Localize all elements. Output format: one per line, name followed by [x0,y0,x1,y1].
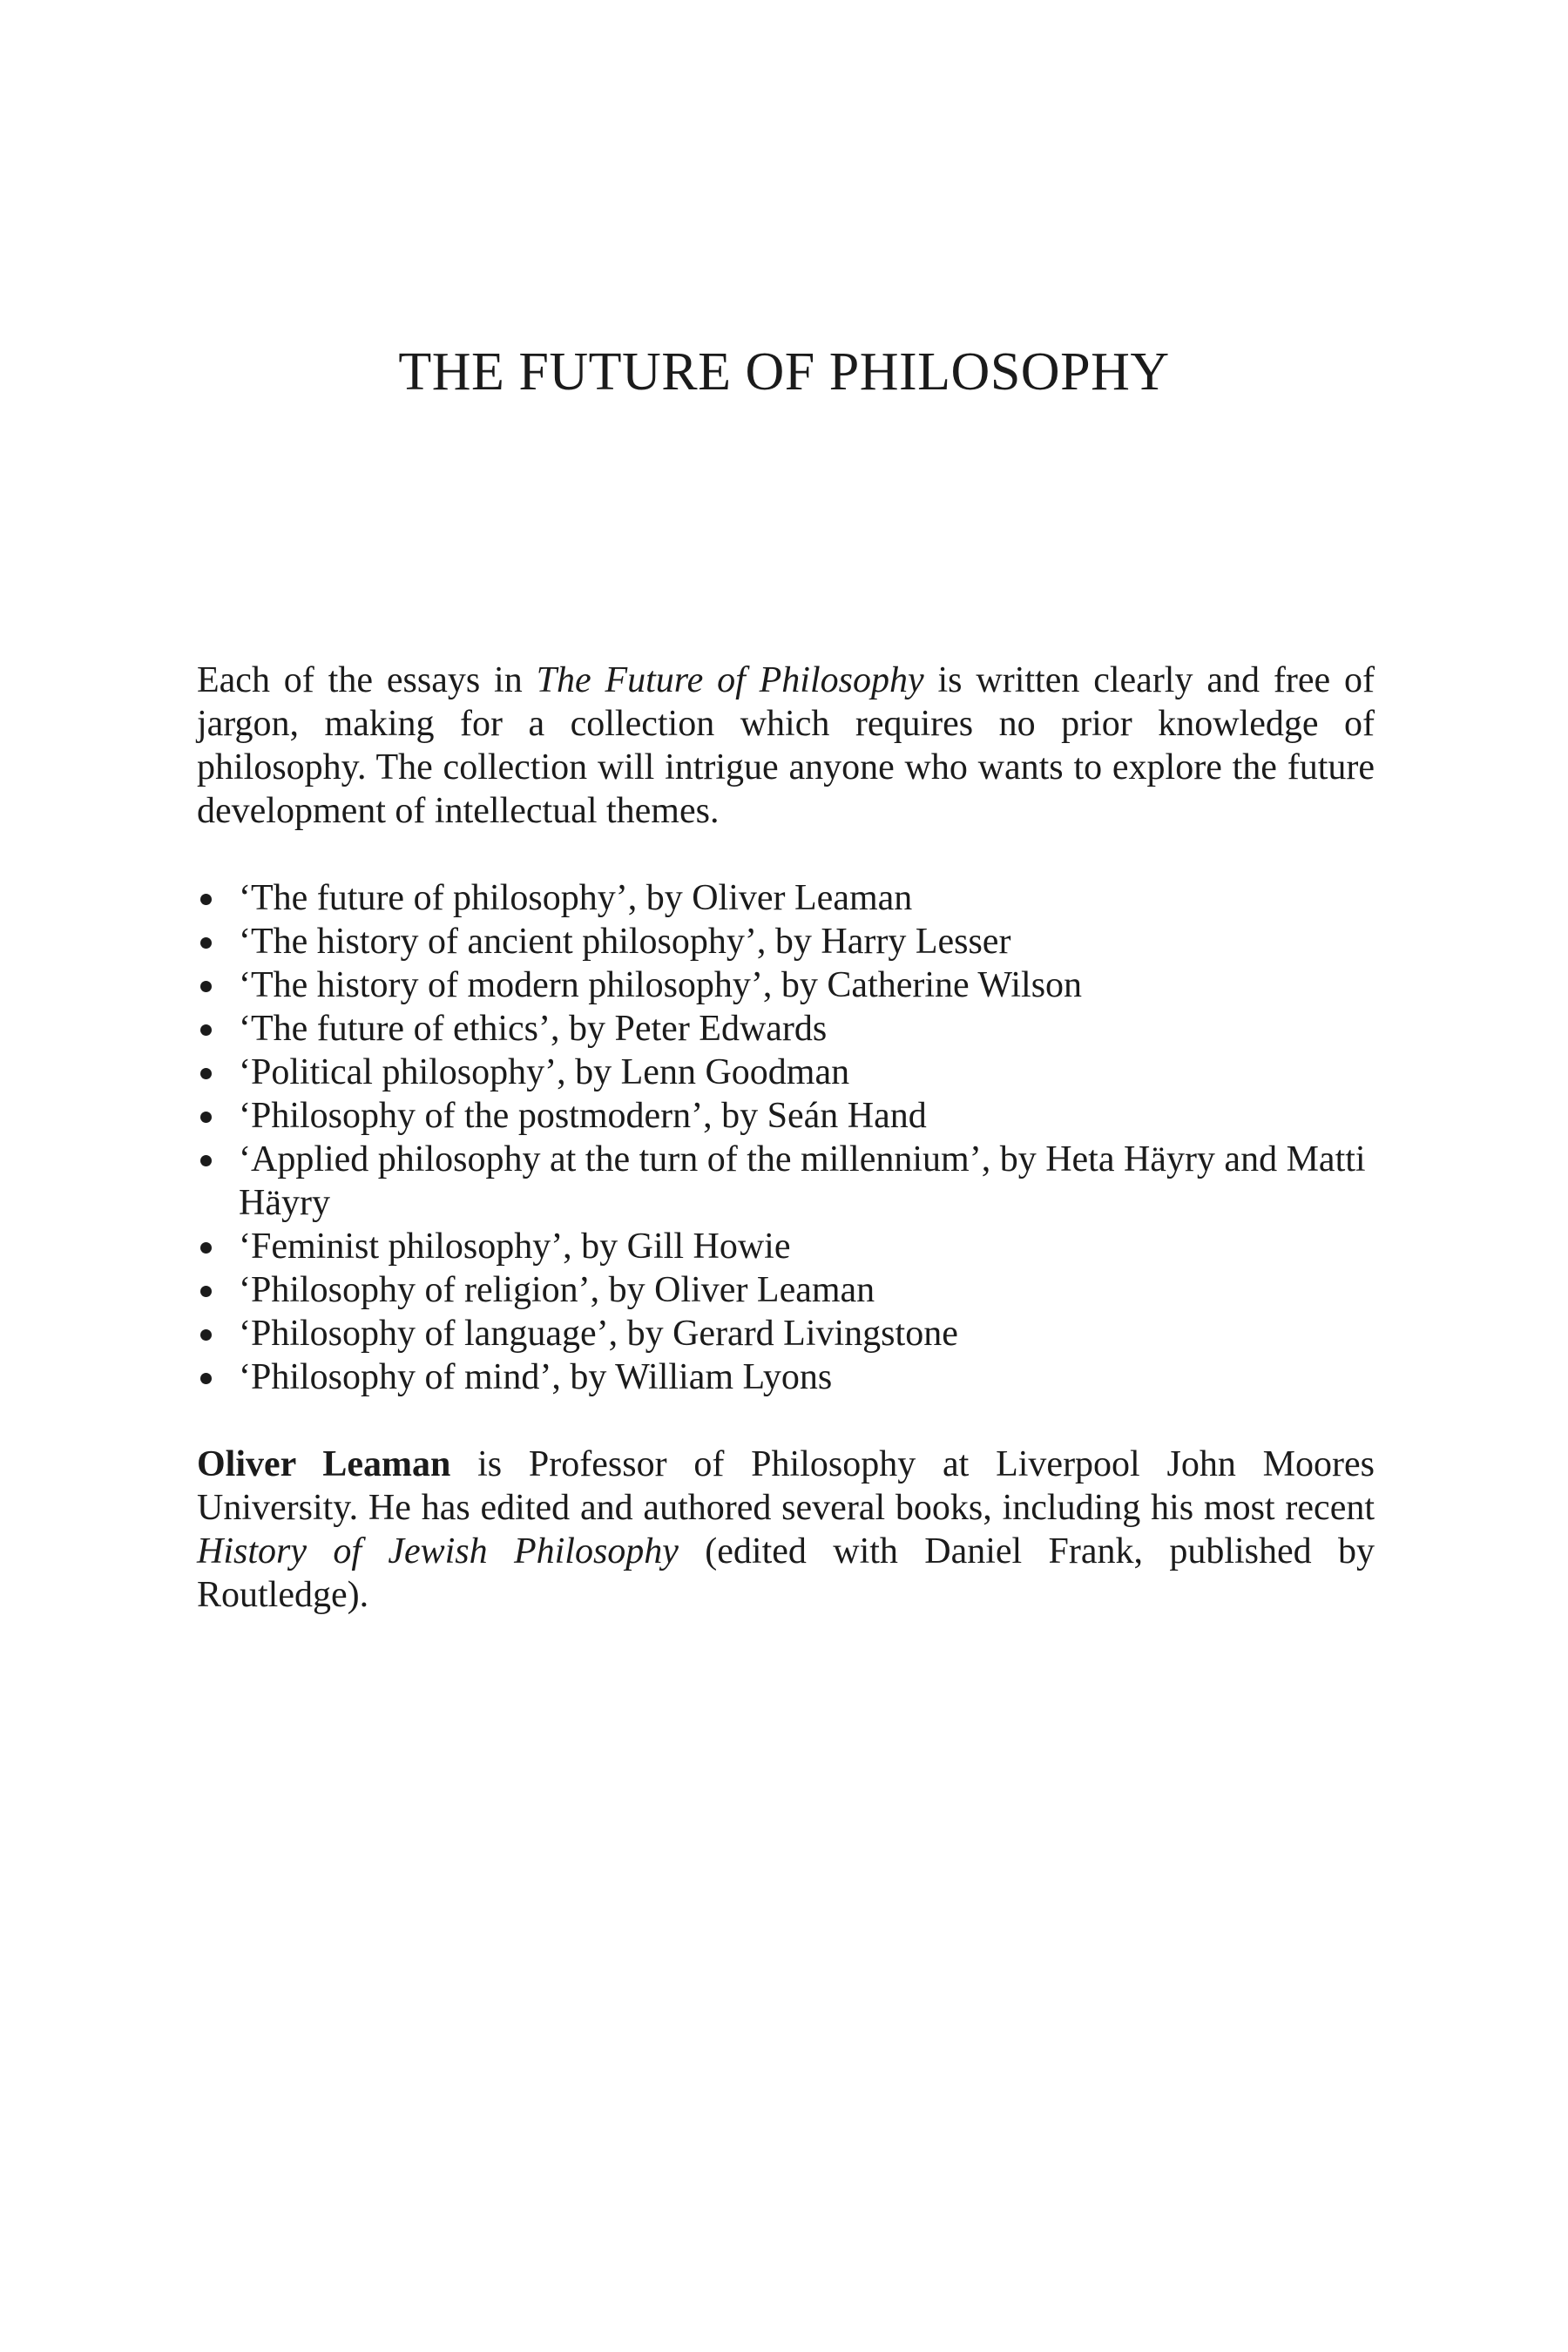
list-item: ‘Feminist philosophy’, by Gill Howie [197,1225,1375,1268]
list-item: ‘Political philosophy’, by Lenn Goodman [197,1051,1375,1094]
intro-book-title: The Future of Philosophy [536,660,924,700]
list-item: ‘The future of ethics’, by Peter Edwards [197,1007,1375,1051]
intro-text-end: is written clearly and free of jargon, making for a collection which requires no prior knowledge of philosophy. The collection will intrigue anyone who wants to explore the future development of intellectual themes. [197,660,1375,831]
intro-text-start: Each of the essays in [197,660,537,700]
list-item: ‘Philosophy of religion’, by Oliver Leaman [197,1268,1375,1312]
list-item: ‘Philosophy of mind’, by William Lyons [197,1355,1375,1399]
bio-text-start: is Professor of Philosophy at Liverpool John Moores University. He has edited and authored several books, including his most recent [197,1444,1375,1528]
list-item: ‘Philosophy of the postmodern’, by Seán Hand [197,1094,1375,1138]
list-item: ‘Philosophy of language’, by Gerard Livingstone [197,1312,1375,1355]
list-item: ‘The history of ancient philosophy’, by Harry Lesser [197,920,1375,963]
list-item: ‘The future of philosophy’, by Oliver Leaman [197,876,1375,920]
bio-text-end: (edited with Daniel Frank, published by Routledge). [197,1531,1375,1615]
list-item: ‘The history of modern philosophy’, by Catherine Wilson [197,963,1375,1007]
author-bio [197,1443,1375,1617]
list-item: ‘Applied philosophy at the turn of the millennium’, by Heta Häyry and Matti Häyry [197,1138,1375,1225]
intro-paragraph [197,659,1375,833]
essay-list [197,876,1375,1399]
bio-book-title: History of Jewish Philosophy [197,1531,679,1571]
author-name: Oliver Leaman [197,1444,451,1484]
back-cover-content [197,659,1375,1617]
page-title: THE FUTURE OF PHILOSOPHY [398,342,1170,402]
